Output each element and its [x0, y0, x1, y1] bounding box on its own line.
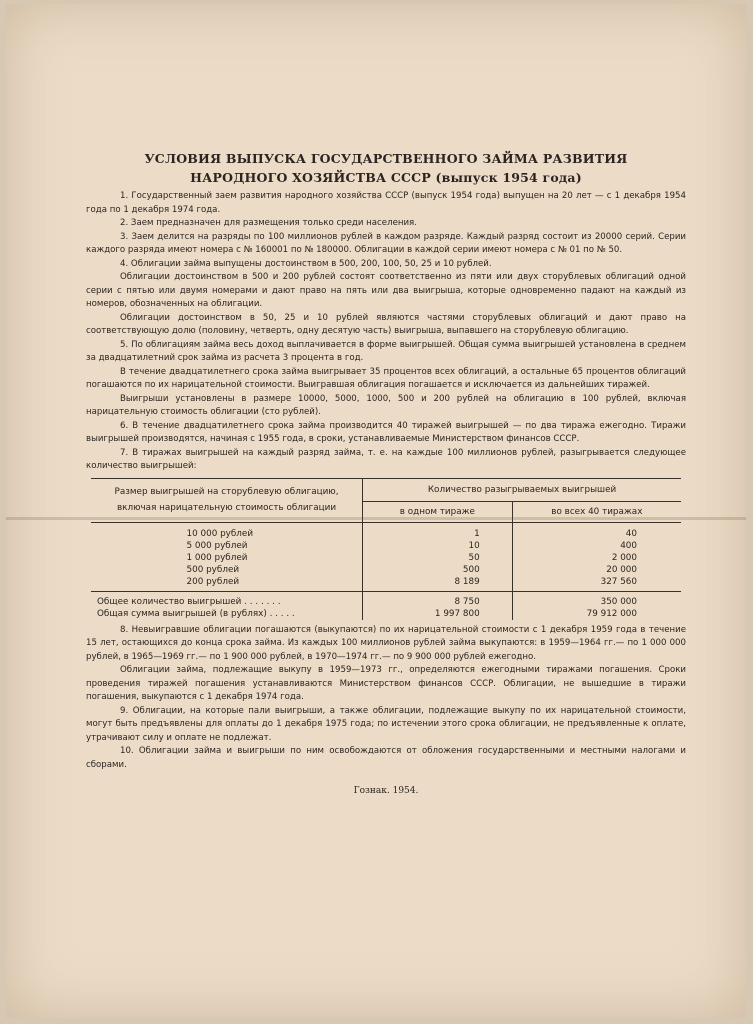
- prize-amount: 10 000 рублей: [186, 528, 254, 539]
- paragraph-7: 7. В тиражах выигрышей на каждый разряд займа, т. е. на каждые 100 миллионов рублей, разыгрывается следующее количество выигрышей:: [86, 447, 686, 471]
- prize-count-one: 8 189: [363, 576, 513, 592]
- title-line-1: УСЛОВИЯ ВЫПУСКА ГОСУДАРСТВЕННОГО ЗАЙМА РАЗВИТИЯ: [144, 151, 628, 166]
- table-row: [91, 522, 681, 540]
- paragraph-3: 3. Заем делится на разряды по 100 миллионов рублей в каждом разряде. Каждый разряд состоит из 20000 серий. Серии каждого разряда имеют номера с № 160001 по № 180000. Облигации в каждой серии имеют номера с № 01 по № 50.: [86, 231, 686, 255]
- table-subhead-one: в одном тираже: [363, 501, 513, 522]
- paragraph-10: 10. Облигации займа и выигрыши по ним освобождаются от обложения государственными и местными налогами и сборами.: [86, 746, 686, 770]
- prize-table: [91, 478, 681, 620]
- table-subhead-all: во всех 40 тиражах: [512, 501, 681, 522]
- title-line-2: НАРОДНОГО ХОЗЯЙСТВА СССР (выпуск 1954 года): [190, 170, 582, 185]
- prize-count-all: 400: [620, 540, 637, 551]
- paragraph-2: 2. Заем предназначен для размещения только среди населения.: [120, 218, 417, 228]
- table-row: [91, 540, 681, 552]
- document-title: [86, 149, 686, 187]
- total-sum-one: 1 997 800: [363, 608, 513, 620]
- prize-count-one: 10: [363, 540, 513, 552]
- paragraph-4b: Облигации достоинством в 50, 25 и 10 рублей являются частями сторублевых облигаций и дают право на соответствующую долю (половину, четверть, одну десятую часть) выигрыша, выпавшего на сторублевую облигацию.: [86, 312, 686, 336]
- document-sheet: [6, 4, 746, 1018]
- total-sum-label: Общая сумма выигрышей (в рублях) . . . . .: [91, 608, 363, 620]
- paragraph-5b: Выигрыши установлены в размере 10000, 5000, 1000, 500 и 200 рублей на облигацию в 100 рублей, включая нарицательную стоимость облигации (сто рублей).: [86, 393, 686, 417]
- prize-count-all: 327 560: [600, 576, 637, 587]
- table-total-row: [91, 591, 681, 608]
- table-row: [91, 576, 681, 592]
- table-total-row: [91, 608, 681, 620]
- document-body: [86, 149, 686, 796]
- prize-count-one: 500: [363, 564, 513, 576]
- prize-count-all: 2 000: [611, 552, 637, 563]
- paragraph-9: 9. Облигации, на которые пали выигрыши, а также облигации, подлежащие выкупу по их нарицательной стоимости, могут быть предъявлены для оплаты до 1 декабря 1975 года; по истечении этого срока облигации, не предъявленные к оплате, утрачивают силу и оплате не подлежат.: [86, 705, 686, 743]
- table-row: [91, 564, 681, 576]
- prize-count-one: 50: [363, 552, 513, 564]
- printer-imprint: Гознак. 1954.: [353, 786, 419, 796]
- paragraph-4a: Облигации достоинством в 500 и 200 рублей состоят соответственно из пяти или двух сторублевых облигаций одной серии с пятью или двумя номерами и дают право на пять или два выигрыша, которые одновременно падают на каждый из номеров, обозначенных на облигации.: [86, 272, 686, 309]
- paragraph-5a: В течение двадцатилетнего срока займа выигрывает 35 процентов всех облигаций, а остальные 65 процентов облигаций погашаются по их нарицательной стоимости. Выигравшая облигация погашается и исключается из дальнейших тиражей.: [86, 366, 686, 390]
- paragraph-8a: Облигации займа, подлежащие выкупу в 1959—1973 гг., определяются ежегодными тиражами погашения. Сроки проведения тиражей погашения устанавливаются Министерством финансов СССР. Облигации, не вышедшие в тиражи погашения, выкупаются с 1 декабря 1974 года.: [86, 665, 686, 702]
- prize-amount: 500 рублей: [186, 564, 240, 575]
- total-count-one: 8 750: [363, 591, 513, 608]
- total-count-all: 350 000: [512, 591, 681, 608]
- table-head-right: Количество разыгрываемых выигрышей: [363, 478, 681, 501]
- prize-count-one: 1: [363, 522, 513, 540]
- prize-amount: 200 рублей: [186, 576, 240, 587]
- prize-count-all: 20 000: [606, 564, 637, 575]
- paragraph-8: 8. Невыигравшие облигации погашаются (выкупаются) по их нарицательной стоимости с 1 декабря 1959 года в течение 15 лет, остающихся до конца срока займа. Из каждых 100 миллионов рублей займа выкупаются: в 1959—1964 гг.— по 1 000 000 рублей, в 1965—1969 гг.— по 1 900 000 рублей, в 1970—1974 гг.— по 9 900 000 рублей ежегодно.: [86, 624, 686, 662]
- prize-amount: 1 000 рублей: [186, 552, 248, 563]
- total-count-label: Общее количество выигрышей . . . . . . .: [91, 591, 363, 608]
- prize-amount: 5 000 рублей: [186, 540, 248, 551]
- paragraph-5: 5. По облигациям займа весь доход выплачивается в форме выигрышей. Общая сумма выигрышей установлена в среднем за двадцатилетний срок займа из расчета 3 процента в год.: [86, 339, 686, 363]
- table-row: [91, 552, 681, 564]
- prize-count-all: 40: [625, 528, 637, 539]
- paragraph-4: 4. Облигации займа выпущены достоинством в 500, 200, 100, 50, 25 и 10 рублей.: [120, 258, 492, 269]
- table-head-left: Размер выигрышей на сторублевую облигацию, включая нарицательную стоимость облигации: [91, 478, 363, 522]
- paragraph-6: 6. В течение двадцатилетнего срока займа производится 40 тиражей выигрышей — по два тиража ежегодно. Тиражи выигрышей производятся, начиная с 1955 года, в сроки, устанавливаемые Министерством финансов СССР.: [86, 420, 686, 444]
- total-sum-all: 79 912 000: [586, 608, 637, 619]
- paragraph-1: 1. Государственный заем развития народного хозяйства СССР (выпуск 1954 года) выпущен на 20 лет — с 1 декабря 1954 года по 1 декабря 1974 года.: [86, 191, 686, 215]
